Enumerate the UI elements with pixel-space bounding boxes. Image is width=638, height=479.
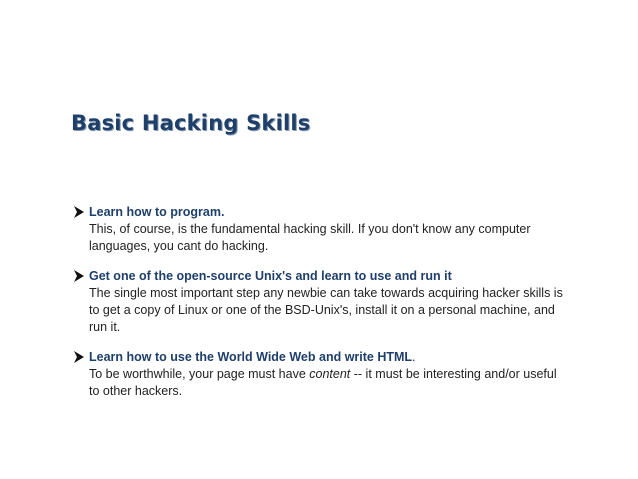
bullet-heading (89, 349, 564, 366)
arrowhead-bullet-icon (73, 350, 85, 364)
bullet-body (89, 366, 564, 400)
bullet-heading-strong: Learn how to use the World Wide Web and write HTML (89, 350, 413, 364)
bullet-heading-tail: . (412, 350, 416, 364)
bullet-list (74, 204, 564, 413)
bullet-body-emphasis: content (309, 367, 351, 381)
bullet-item-web-html (74, 349, 564, 400)
arrowhead-bullet-icon (73, 205, 85, 219)
bullet-body-post: -- it must be interesting and/or useful to other hackers. (89, 367, 557, 398)
bullet-body: This, of course, is the fundamental hacking skill. If you don't know any computer languages, you cant do hacking. (89, 222, 531, 253)
bullet-heading: Learn how to program. (89, 205, 225, 219)
bullet-heading: Get one of the open-source Unix's and learn to use and run it (89, 269, 452, 283)
bullet-body: The single most important step any newbie can take towards acquiring hacker skills is to get a copy of Linux or one of the BSD-Unix's, install it on a personal machine, and run it. (89, 286, 563, 334)
bullet-body-pre: To be worthwhile, your page must have (89, 367, 310, 381)
arrowhead-bullet-icon (73, 269, 85, 283)
bullet-item-program (74, 204, 564, 255)
bullet-item-unix (74, 268, 564, 336)
slide-title: Basic Hacking Skills (71, 111, 311, 135)
